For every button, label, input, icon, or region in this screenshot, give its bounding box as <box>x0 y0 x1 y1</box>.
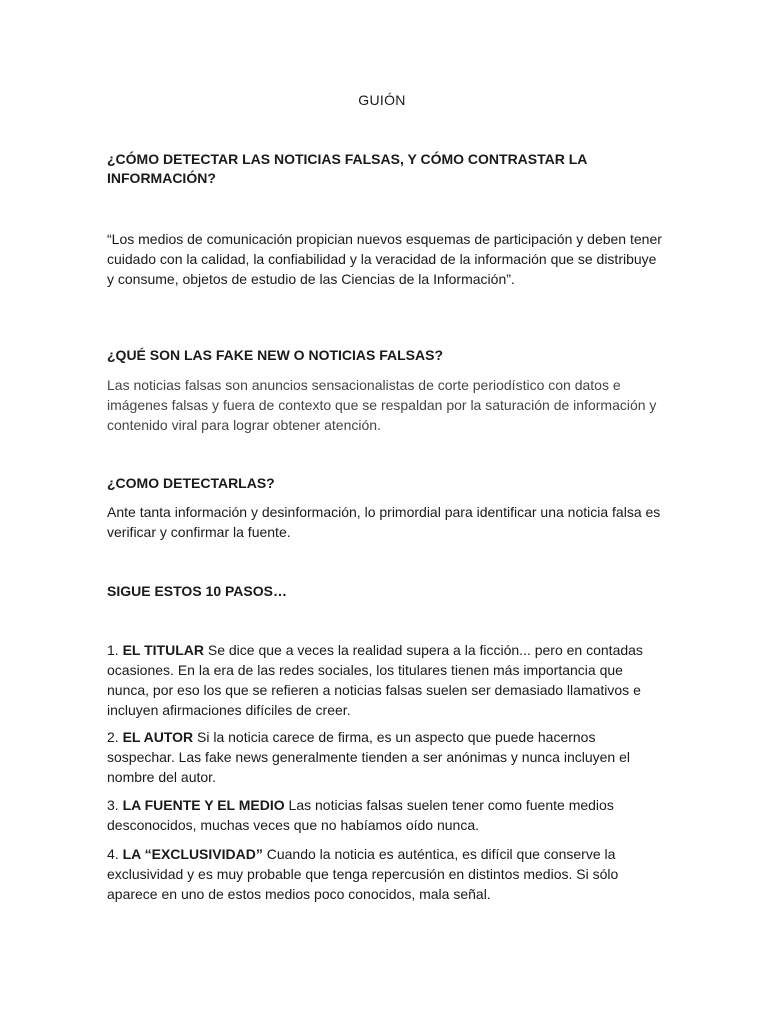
step-item-2 <box>107 727 667 787</box>
step-text: Las noticias falsas suelen tener como fuente medios desconocidos, muchas veces que no habíamos oído nunca. <box>107 797 614 833</box>
section-heading-how-to-detect: ¿COMO DETECTARLAS? <box>107 475 275 491</box>
step-text: Si la noticia carece de firma, es un aspecto que puede hacernos sospechar. Las fake news generalmente tienden a ser anónimas y nunca incluyen el nombre del autor. <box>107 729 630 785</box>
step-number: 3. <box>107 797 123 813</box>
step-item-1 <box>107 640 667 720</box>
section-text-how-to-detect: Ante tanta información y desinformación, lo primordial para identificar una noticia falsa es verificar y confirmar la fuente. <box>107 504 661 540</box>
main-question-heading: ¿CÓMO DETECTAR LAS NOTICIAS FALSAS, Y CÓMO CONTRASTAR LA INFORMACIÓN? <box>107 151 587 186</box>
step-number: 4. <box>107 846 123 862</box>
step-number: 1. <box>107 642 123 658</box>
quote-paragraph: “Los medios de comunicación propician nuevos esquemas de participación y deben tener cuidado con la calidad, la confiabilidad y la veracidad de la información que se distribuye y consume, objetos de estudio de las Ciencias de la Información”. <box>107 231 662 287</box>
section-heading-what-are-fake-news: ¿QUÉ SON LAS FAKE NEW O NOTICIAS FALSAS? <box>107 347 444 363</box>
step-title: EL AUTOR <box>122 729 194 745</box>
step-title: LA “EXCLUSIVIDAD” <box>122 846 263 862</box>
step-text: Se dice que a veces la realidad supera a la ficción... pero en contadas ocasiones. En la era de las redes sociales, los titulares tienen más importancia que nunca, por eso los que se refieren a noticias falsas suelen ser demasiado llamativos e incluyen afirmaciones difíciles de creer. <box>107 642 643 718</box>
section-text-what-are-fake-news: Las noticias falsas son anuncios sensacionalistas de corte periodístico con datos e imágenes falsas y fuera de contexto que se respaldan por la saturación de información y contenido viral para lograr obtener atención. <box>107 377 657 433</box>
step-title: LA FUENTE Y EL MEDIO <box>122 797 285 813</box>
step-item-4 <box>107 844 667 904</box>
step-title: EL TITULAR <box>122 642 204 658</box>
document-title: GUIÓN <box>358 92 406 108</box>
steps-heading: SIGUE ESTOS 10 PASOS… <box>107 583 287 599</box>
step-number: 2. <box>107 729 123 745</box>
step-text: Cuando la noticia es auténtica, es difícil que conserve la exclusividad y es muy probable que tenga repercusión en distintos medios. Si sólo aparece en uno de estos medios poco conocidos, mala señal. <box>107 846 619 902</box>
step-item-3 <box>107 795 667 835</box>
